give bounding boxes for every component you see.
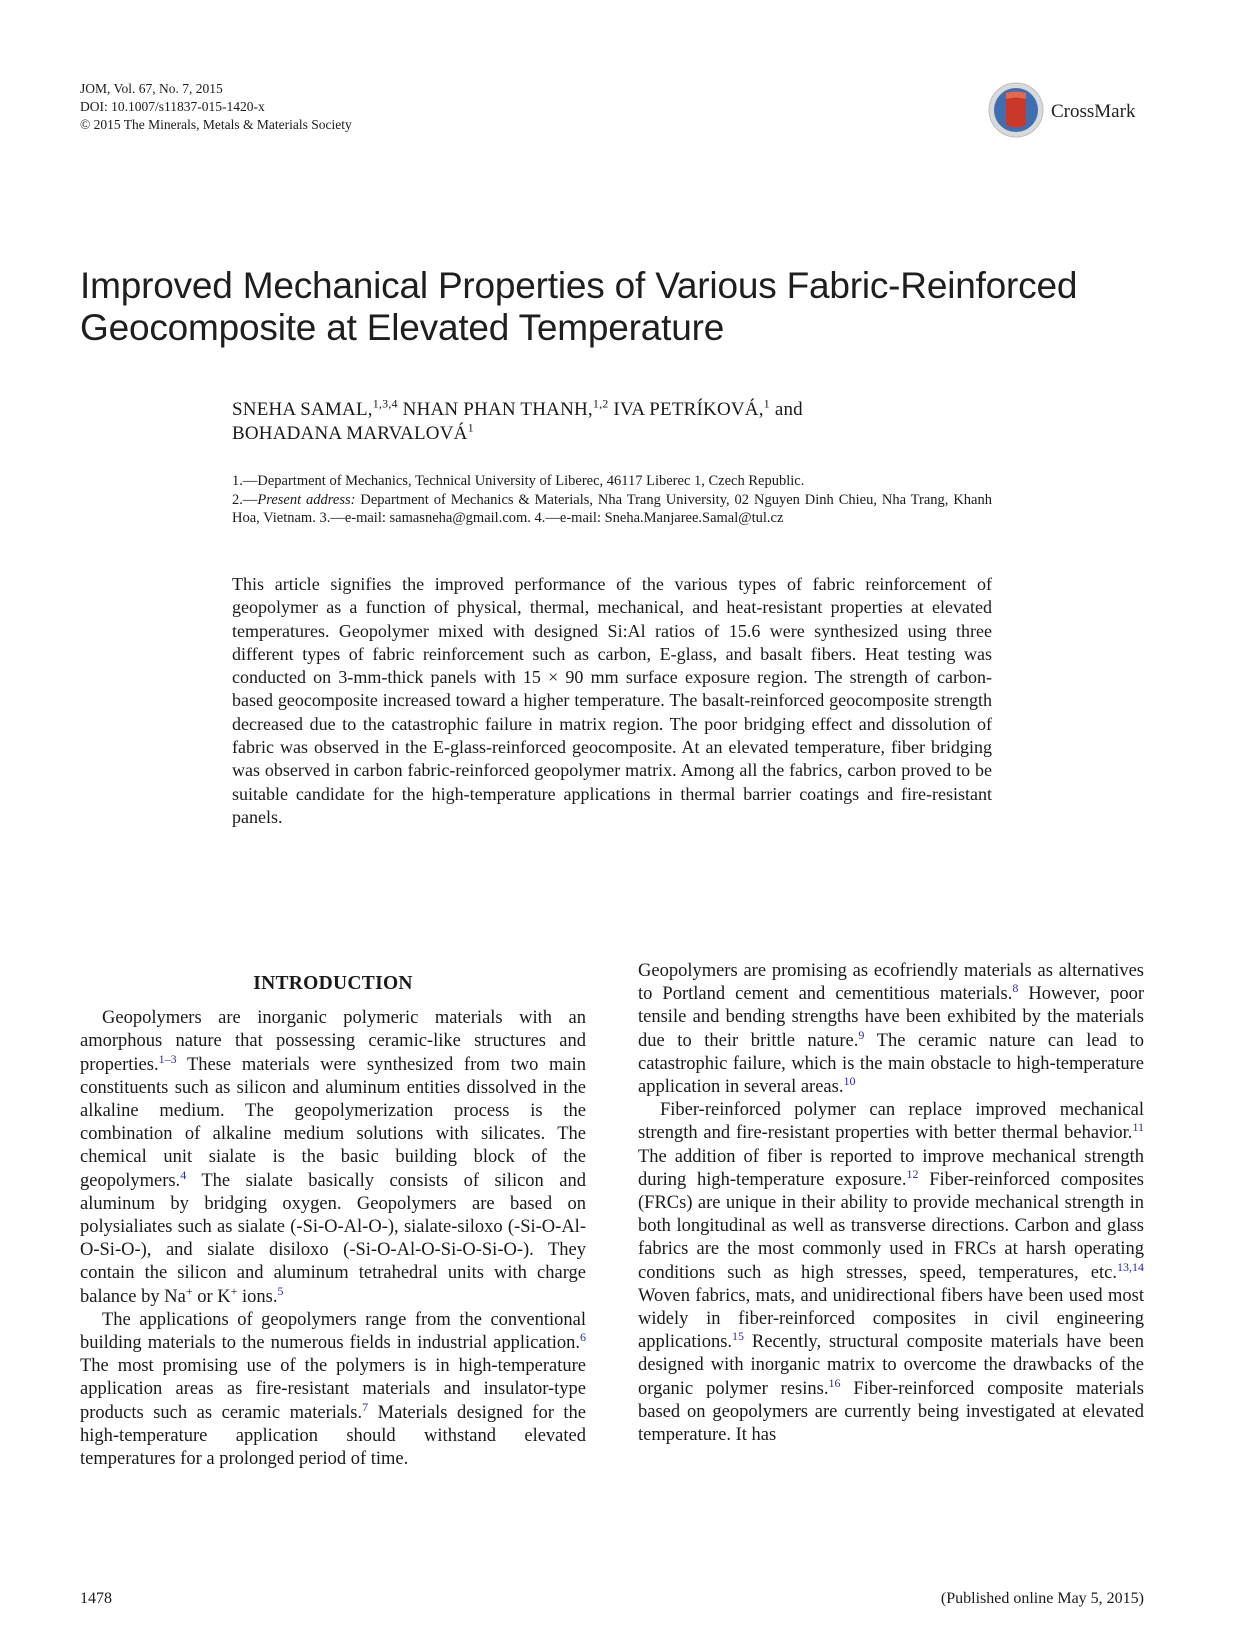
citation-link[interactable]: 7 — [362, 1399, 369, 1414]
affiliation-2-label: Present address: — [257, 491, 356, 508]
title-line-2: Geocomposite at Elevated Temperature — [80, 307, 725, 348]
text-run: Geopolymers are promising as ecofriendly materials as alternatives to Portland cement and cementitious materials. — [638, 961, 1144, 1005]
text-run: ions. — [237, 1286, 278, 1307]
journal-header — [80, 80, 352, 134]
right-paragraph-1 — [638, 960, 1144, 1099]
text-run: Fiber-reinforced composite materials based on geopolymers are currently being investigated at elevated temperature. It has — [638, 1378, 1144, 1446]
author-4: BOHADANA MARVALOVÁ — [232, 423, 468, 444]
author-2: NHAN PHAN THANH, — [397, 399, 593, 420]
text-run: Woven fabrics, mats, and unidirectional fibers have been used most widely in fiber-reinforced composites in civil engineering applications. — [638, 1285, 1144, 1353]
journal-doi: DOI: 10.1007/s11837-015-1420-x — [80, 99, 265, 114]
crossmark-icon — [987, 81, 1045, 144]
text-run: Fiber-reinforced composites (FRCs) are unique in their ability to provide mechanical strength in both longitudinal as well as transverse directions. Carbon and glass fabrics are the most commonly used in FRCs at harsh operating conditions such as high stresses, speed, temperatures, etc. — [638, 1169, 1144, 1283]
text-run: The most promising use of the polymers is in high-temperature application areas as fire-resistant materials and insulator-type products such as ceramic materials. — [80, 1356, 586, 1423]
citation-link[interactable]: 6 — [580, 1329, 586, 1344]
citation-link[interactable]: 4 — [180, 1167, 187, 1182]
author-and: and — [769, 399, 803, 420]
text-run: Recently, structural composite materials have been designed with inorganic matrix to overcome the drawbacks of the organic polymer resins. — [638, 1332, 1144, 1399]
citation-link[interactable]: 1–3 — [158, 1051, 177, 1066]
author-3-affil: 1 — [763, 396, 770, 411]
right-column — [638, 960, 1144, 1447]
journal-citation: JOM, Vol. 67, No. 7, 2015 — [80, 81, 223, 96]
citation-link[interactable]: 5 — [277, 1283, 284, 1298]
section-heading-introduction: INTRODUCTION — [253, 973, 413, 994]
crossmark-badge[interactable] — [987, 82, 1135, 142]
affiliation-2-text: Department of Mechanics & Materials, Nha Trang University, 02 Nguyen Dinh Chieu, Nha Trang, Khanh Hoa, Vietnam. 3.—e-mail: samasneha@gmail.com. 4.—e-mail: Sneha.Manjaree.Samal@tul.cz — [232, 491, 992, 526]
citation-link[interactable]: 9 — [858, 1027, 865, 1042]
text-run: The addition of fiber is reported to improve mechanical strength during high-temperature exposure. — [638, 1146, 1144, 1190]
left-column — [80, 960, 586, 1471]
citation-link[interactable]: 10 — [843, 1073, 856, 1088]
affiliation-2-num: 2.— — [232, 491, 258, 508]
journal-copyright: © 2015 The Minerals, Metals & Materials Society — [80, 117, 352, 132]
text-run: However, poor tensile and bending strengths have been exhibited by the materials due to their brittle nature. — [638, 984, 1144, 1051]
text-run: These materials were synthesized from two main constituents such as silicon and aluminum entities dissolved in the alkaline medium. The geopolymerization process is the combination of alkaline medium solutions with silicates. The chemical unit sialate is the basic building block of the geopolymers. — [80, 1054, 586, 1191]
author-2-affil: 1,2 — [592, 396, 609, 411]
title-line-1: Improved Mechanical Properties of Various Fabric-Reinforced — [80, 265, 1078, 306]
text-run: The applications of geopolymers range from the conventional building materials to the numerous fields in industrial application. — [80, 1309, 586, 1354]
right-paragraph-2 — [638, 1099, 1144, 1447]
affiliation-1: 1.—Department of Mechanics, Technical University of Liberec, 46117 Liberec 1, Czech Republic. — [232, 473, 805, 489]
intro-paragraph-2 — [80, 1309, 586, 1471]
citation-link[interactable]: 8 — [1012, 981, 1019, 996]
charge-superscript: + — [185, 1283, 193, 1298]
published-date: (Published online May 5, 2015) — [940, 1590, 1144, 1607]
author-list — [232, 398, 992, 446]
citation-link[interactable]: 13,14 — [1117, 1259, 1144, 1274]
citation-link[interactable]: 11 — [1132, 1120, 1144, 1135]
citation-link[interactable]: 16 — [828, 1375, 841, 1390]
text-run: or K — [192, 1286, 231, 1307]
citation-link[interactable]: 12 — [906, 1166, 919, 1181]
charge-superscript: + — [230, 1283, 238, 1298]
page-number: 1478 — [80, 1590, 112, 1607]
text-run: Geopolymers are inorganic polymeric materials with an amorphous nature that possessing ceramic-like structures and properties. — [80, 1008, 586, 1075]
crossmark-label: CrossMark — [1051, 101, 1136, 122]
text-run: Materials designed for the high-temperature application should withstand elevated temperatures for a prolonged period of time. — [80, 1402, 587, 1470]
text-run: Fiber-reinforced polymer can replace improved mechanical strength and fire-resistant properties with better thermal behavior. — [638, 1100, 1144, 1144]
affiliations — [232, 472, 992, 528]
text-run: The sialate basically consists of silicon and aluminum by bridging oxygen. Geopolymers are based on polysialiates such as sialate (-Si-O-Al-O-), sialate-siloxo (-Si-O-Al-O-Si-O-), and sialate disiloxo (-Si-O-Al-O-Si-O-Si-O-). They contain the silicon and aluminum tetrahedral units with charge balance by Na — [80, 1170, 586, 1307]
author-1: SNEHA SAMAL, — [232, 399, 373, 420]
author-3: IVA PETRÍKOVÁ, — [608, 399, 764, 420]
article-title — [80, 265, 1170, 349]
citation-link[interactable]: 15 — [732, 1329, 745, 1344]
author-4-affil: 1 — [467, 420, 474, 435]
abstract: This article signifies the improved performance of the various types of fabric reinforcement of geopolymer as a function of physical, thermal, mechanical, and heat-resistant properties at elevated temperatures. Geopolymer mixed with designed Si:Al ratios of 15.6 were synthesized using three different types of fabric reinforcement such as carbon, E-glass, and basalt fibers. Heat testing was conducted on 3-mm-thick panels with 15 × 90 mm surface exposure region. The strength of carbon-based geocomposite increased toward a higher temperature. The basalt-reinforced geocomposite strength decreased due to the catastrophic failure in matrix region. The poor bridging effect and dissolution of fabric was observed in the E-glass-reinforced geocomposite. At an elevated temperature, fiber bridging was observed in carbon fabric-reinforced geopolymer matrix. Among all the fabrics, carbon proved to be suitable candidate for the high-temperature applications in thermal barrier coatings and fire-resistant panels. — [232, 574, 992, 827]
author-1-affil: 1,3,4 — [372, 396, 398, 411]
intro-paragraph-1 — [80, 1007, 586, 1309]
text-run: The ceramic nature can lead to catastrophic failure, which is the main obstacle to high-temperature application in several areas. — [638, 1030, 1144, 1098]
